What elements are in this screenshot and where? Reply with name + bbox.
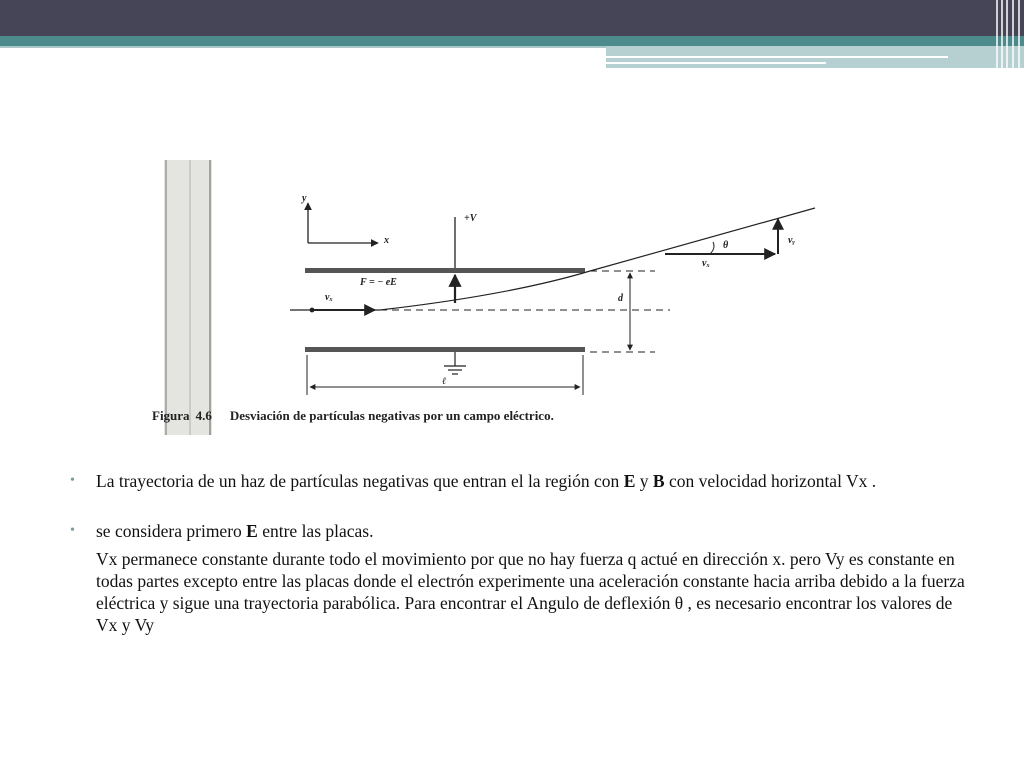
- figure-caption-label: Figura: [152, 408, 190, 423]
- bullet-1-B: B: [652, 471, 665, 491]
- bullet-1-E: E: [623, 471, 636, 491]
- top-plate: [305, 268, 585, 273]
- header-vertical-stripes: [992, 0, 1024, 68]
- bullet-2-E: E: [246, 521, 258, 541]
- theta-label: θ: [723, 240, 729, 251]
- bullet-1-y: y: [635, 471, 653, 491]
- x-axis-label: x: [384, 235, 389, 246]
- bullet-item-2: [70, 520, 970, 542]
- bullet-1-text-a: La trayectoria de un haz de partículas negativas que entran el la región con: [96, 471, 624, 491]
- bullet-2-text-b: entre las placas.: [257, 521, 374, 541]
- deflection-diagram: [150, 155, 820, 440]
- force-label: F = − eE: [360, 277, 397, 288]
- figure-caption-number: 4.6: [195, 408, 212, 423]
- bullet-2-text-a: se considera primero: [96, 521, 247, 541]
- header-light-line: [0, 46, 606, 48]
- bullet-1-text-b: con velocidad horizontal Vx .: [664, 471, 877, 491]
- figure-caption: [152, 408, 554, 424]
- bullet-marker: •: [70, 523, 75, 538]
- theta-arc: [710, 242, 714, 254]
- bullet-list: [70, 470, 970, 636]
- l-label: ℓ: [442, 376, 447, 387]
- bullet-item-1: [70, 470, 970, 492]
- explanation-paragraph: Vx permanece constante durante todo el movimiento por que no hay fuerza q actué en dirección x. pero Vy es constante en todas partes excepto entre las placas donde el electrón experimente una aceleración constante hacia arriba debido a la fuerza eléctrica y sigue una trayectoria parabólica. Para encontrar el Angulo de deflexión θ , es necesario encontrar los valores de Vx y Vy: [96, 549, 965, 635]
- vx-in-label: vₓ: [325, 292, 333, 303]
- page-edge-strip: [164, 160, 212, 435]
- y-axis-label: y: [302, 193, 307, 204]
- deflection-figure: [150, 155, 820, 440]
- header-dark-band: [0, 0, 1024, 36]
- bullet-marker: •: [70, 473, 75, 488]
- header-white-line-1: [606, 56, 948, 58]
- d-label: d: [618, 293, 623, 304]
- header-teal-band: [0, 36, 1024, 46]
- vy-label: vᵧ: [788, 235, 795, 246]
- vx-out-label: vₓ: [702, 258, 710, 269]
- beam-trajectory: [380, 208, 815, 310]
- figure-caption-text: Desviación de partículas negativas por un campo eléctrico.: [229, 408, 554, 423]
- bottom-plate: [305, 347, 585, 352]
- header-white-line-2: [606, 62, 826, 64]
- voltage-label: +V: [464, 213, 477, 224]
